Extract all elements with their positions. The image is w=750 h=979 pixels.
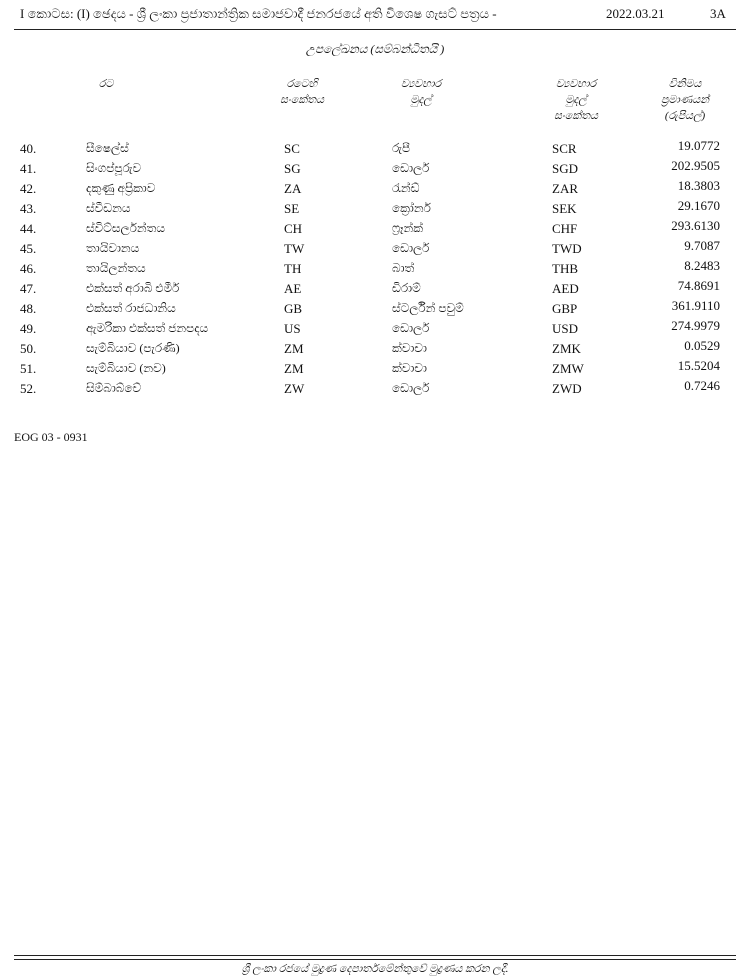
header-date: 2022.03.21 <box>606 6 665 21</box>
exchange-rate: 361.9110 <box>671 298 720 313</box>
row-number: 45. <box>20 241 37 256</box>
country-code: ZA <box>284 181 302 196</box>
currency-code: SEK <box>552 201 577 216</box>
printer-footer: ශ්‍රී ලංකා රජයේ මුද්‍රණ දෙපාර්තමේන්තුවේ මුද්‍රණය කරන ලදී. <box>241 963 509 975</box>
country-name: ඇමරිකා එක්සත් ජනපදය <box>86 321 209 335</box>
table-row <box>0 338 750 361</box>
table-row <box>0 138 750 161</box>
country-name: ස්වීඩනය <box>86 201 131 215</box>
currency-code: ZMK <box>552 341 581 356</box>
exchange-rate: 293.6130 <box>671 218 720 233</box>
currency-name: ක්වාචා <box>392 341 427 355</box>
currency-code: ZMW <box>552 361 584 376</box>
currency-name: බාත් <box>392 261 415 275</box>
column-header-country-line: රට <box>98 78 114 90</box>
exchange-rate: 15.5204 <box>677 358 720 373</box>
exchange-rate: 0.0529 <box>684 338 720 353</box>
table-row <box>0 178 750 201</box>
currency-code: CHF <box>552 221 578 236</box>
country-code: GB <box>284 301 303 316</box>
row-number: 48. <box>20 301 37 316</box>
column-header-country-code-line-1: රටෙහි <box>286 78 318 90</box>
country-name: එක්සත් රාජධානිය <box>86 301 176 315</box>
country-name: එක්සත් අරාබි එමීර් <box>86 281 180 295</box>
row-number: 44. <box>20 221 37 236</box>
country-code: SG <box>284 161 301 176</box>
currency-name: ෆ්‍රෑන්ක් <box>392 221 423 235</box>
country-code: US <box>284 321 301 336</box>
table-row <box>0 358 750 381</box>
row-number: 47. <box>20 281 37 296</box>
country-code: ZM <box>284 361 304 376</box>
footer-divider-bottom <box>14 959 736 960</box>
column-header-currency-code-line-1: ව්‍යවහාර <box>555 78 597 90</box>
currency-code: USD <box>552 321 579 336</box>
currency-code: ZAR <box>552 181 578 196</box>
row-number: 43. <box>20 201 37 216</box>
column-header-currency <box>386 76 456 108</box>
currency-code: TWD <box>552 241 582 256</box>
table-row <box>0 198 750 221</box>
table-row <box>0 258 750 281</box>
country-code: TH <box>284 261 302 276</box>
column-header-rate-line-2: ප්‍රමාණයන් <box>660 94 710 106</box>
currency-name: ඩොලර් <box>392 381 430 395</box>
currency-code: AED <box>552 281 579 296</box>
currency-name: ඩිරාම් <box>392 281 421 295</box>
exchange-rate: 9.7087 <box>684 238 720 253</box>
currency-name: රැන්ඩ් <box>392 181 420 195</box>
row-number: 52. <box>20 381 37 396</box>
table-row <box>0 298 750 321</box>
country-code: AE <box>284 281 302 296</box>
table-row <box>0 238 750 261</box>
column-header-country-code <box>262 76 342 108</box>
currency-name: ඩොලර් <box>392 321 430 335</box>
currency-name: රුපී <box>392 141 411 155</box>
table-row <box>0 378 750 401</box>
country-name: සැම්බියාව (පැරණි) <box>86 341 180 355</box>
header-page-number: 3A <box>710 6 726 21</box>
currency-code: SGD <box>552 161 579 176</box>
table-row <box>0 218 750 241</box>
column-header-rate <box>640 76 730 124</box>
exchange-rate: 18.3803 <box>677 178 720 193</box>
currency-code: SCR <box>552 141 577 156</box>
column-header-rate-line-3: (රුපියල්) <box>664 110 706 122</box>
country-code: TW <box>284 241 305 256</box>
currency-name: ක්වාචා <box>392 361 427 375</box>
table-row <box>0 318 750 341</box>
country-name: සීෂෙල්ස් <box>86 141 129 155</box>
exchange-rate: 202.9505 <box>671 158 720 173</box>
column-header-currency-line-1: ව්‍යවහාර <box>400 78 442 90</box>
exchange-rate: 74.8691 <box>677 278 720 293</box>
column-header-currency-line-2: මුදල් <box>410 94 432 106</box>
country-name: සිංගප්පූරුව <box>86 161 142 175</box>
currency-name: ක්‍රෝනර් <box>392 201 431 215</box>
column-header-country <box>86 76 126 92</box>
reference-code: EOG 03 - 0931 <box>14 430 88 444</box>
exchange-rate: 0.7246 <box>684 378 720 393</box>
country-code: ZM <box>284 341 304 356</box>
header-divider <box>14 29 736 30</box>
row-number: 50. <box>20 341 37 356</box>
row-number: 46. <box>20 261 37 276</box>
exchange-rate: 29.1670 <box>677 198 720 213</box>
country-code: CH <box>284 221 303 236</box>
header-part-label: I කොටස: (I) ඡෙදය - ශ්‍රී ලංකා ප්‍රජාතාන්ත්‍රික සමාජවාදී ජනරජයේ අති විශෙෂ ගැසට් පත්‍රය - <box>20 6 497 21</box>
country-name: ස්විට්සර්ලන්තය <box>86 221 166 235</box>
country-name: සැම්බියාව (නව) <box>86 361 166 375</box>
currency-code: THB <box>552 261 578 276</box>
currency-name: ඩොලර් <box>392 241 430 255</box>
country-name: සිම්බාබ්වේ <box>86 381 142 395</box>
currency-name: ස්ටර්ලින් පවුම් <box>392 301 464 315</box>
exchange-rate: 274.9979 <box>671 318 720 333</box>
country-name: තායිවානය <box>86 241 140 255</box>
row-number: 41. <box>20 161 37 176</box>
column-header-country-code-line-2: සංකේතය <box>280 94 324 106</box>
currency-code: GBP <box>552 301 578 316</box>
country-code: ZW <box>284 381 305 396</box>
currency-code: ZWD <box>552 381 582 396</box>
row-number: 51. <box>20 361 37 376</box>
column-header-currency-code-line-2: මුදල් <box>565 94 587 106</box>
row-number: 49. <box>20 321 37 336</box>
table-row <box>0 158 750 181</box>
country-code: SE <box>284 201 300 216</box>
row-number: 42. <box>20 181 37 196</box>
country-name: තායිලන්තය <box>86 261 146 275</box>
exchange-rate: 8.2483 <box>684 258 720 273</box>
currency-name: ඩොලර් <box>392 161 430 175</box>
table-row <box>0 278 750 301</box>
footer-divider-top <box>14 955 736 956</box>
exchange-rate: 19.0772 <box>677 138 720 153</box>
section-title: උපලේඛනය (සම්බන්ධිතයි ) <box>305 42 445 56</box>
country-name: දකුණු අප්‍රිකාව <box>86 181 156 195</box>
column-header-currency-code <box>536 76 616 124</box>
column-header-currency-code-line-3: සංකේතය <box>554 110 598 122</box>
column-header-rate-line-1: විනිමය <box>668 78 702 90</box>
country-code: SC <box>284 141 300 156</box>
row-number: 40. <box>20 141 37 156</box>
